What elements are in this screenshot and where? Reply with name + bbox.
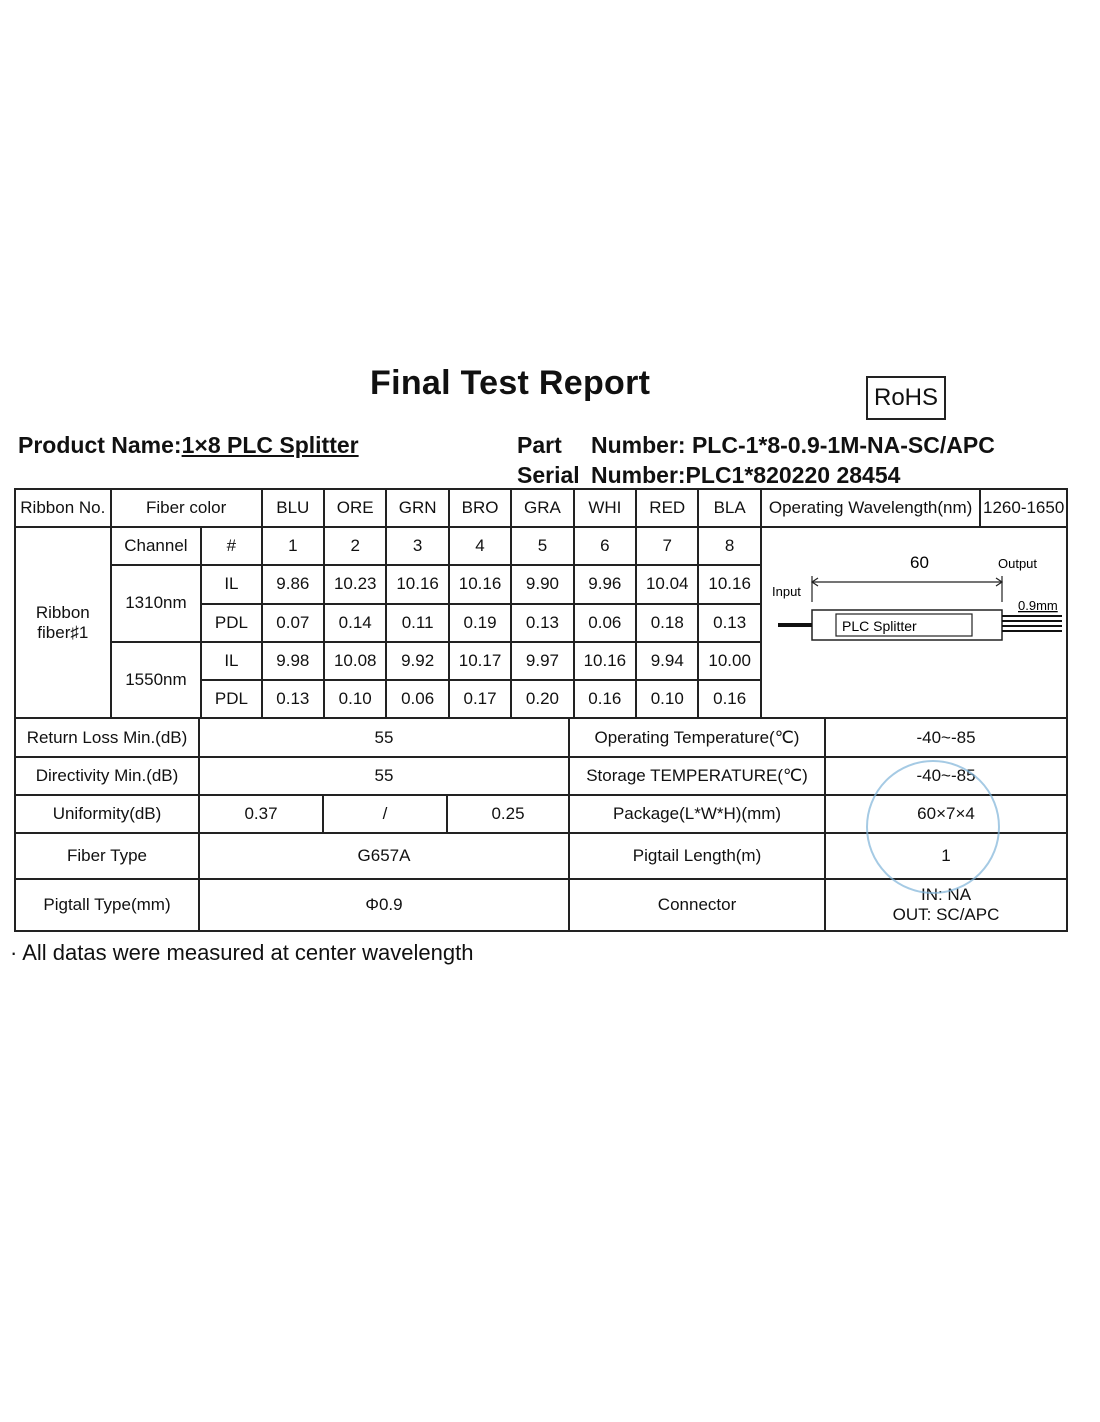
report-title: Final Test Report bbox=[370, 364, 651, 402]
wavelength-1550: 1550nm bbox=[111, 642, 202, 719]
uniformity-value-3: 0.25 bbox=[447, 795, 569, 833]
rohs-badge: RoHS bbox=[866, 376, 946, 420]
il-1550-cell: 10.08 bbox=[324, 642, 386, 681]
part-label: Part bbox=[517, 432, 562, 458]
fiber-text: fiber♯1 bbox=[37, 622, 89, 642]
il-1310-cell: 10.16 bbox=[698, 565, 760, 604]
pdl-label: PDL bbox=[201, 604, 261, 642]
color-cell: WHI bbox=[574, 489, 636, 527]
channel-cell: 1 bbox=[262, 527, 324, 565]
return-loss-label: Return Loss Min.(dB) bbox=[15, 718, 199, 757]
inspection-stamp bbox=[866, 760, 1000, 894]
pdl-1310-cell: 0.13 bbox=[698, 604, 760, 642]
footnote: · All datas were measured at center wavelength bbox=[10, 940, 474, 965]
channel-cell: 8 bbox=[698, 527, 760, 565]
uniformity-value-2: / bbox=[323, 795, 447, 833]
channel-cell: 2 bbox=[324, 527, 386, 565]
ribbon-fiber-label bbox=[15, 527, 111, 718]
pdl-1550-cell: 0.16 bbox=[574, 680, 636, 718]
output-label: Output bbox=[997, 556, 1037, 571]
color-cell: ORE bbox=[324, 489, 386, 527]
ribbon-text: Ribbon bbox=[35, 602, 90, 622]
color-cell: BLA bbox=[698, 489, 760, 527]
product-name bbox=[18, 432, 359, 459]
fiber-color-header: Fiber color bbox=[111, 489, 262, 527]
channel-cell: 6 bbox=[574, 527, 636, 565]
serial-value: Number:PLC1*820220 28454 bbox=[591, 462, 901, 488]
splitter-box-label: PLC Splitter bbox=[841, 618, 917, 634]
il-label: IL bbox=[201, 642, 261, 681]
pdl-1310-cell: 0.13 bbox=[511, 604, 573, 642]
il-1310-cell: 10.16 bbox=[386, 565, 448, 604]
package-label: Package(L*W*H)(mm) bbox=[569, 795, 825, 833]
channel-cell: 7 bbox=[636, 527, 698, 565]
storage-temp-value: -40~-85 bbox=[825, 757, 1067, 795]
table-row bbox=[15, 489, 1067, 527]
connector-in: IN: NA bbox=[920, 885, 972, 904]
uniformity-value-1: 0.37 bbox=[199, 795, 323, 833]
pdl-1310-cell: 0.19 bbox=[449, 604, 511, 642]
channel-cell: 3 bbox=[386, 527, 448, 565]
operating-temp-value: -40~-85 bbox=[825, 718, 1067, 757]
ribbon-no-header: Ribbon No. bbox=[15, 489, 111, 527]
part-number bbox=[517, 432, 995, 459]
operating-temp-label: Operating Temperature(℃) bbox=[569, 718, 825, 757]
hash-label: # bbox=[201, 527, 261, 565]
il-1550-cell: 10.17 bbox=[449, 642, 511, 681]
fiber-size-label: 0.9mm bbox=[1017, 598, 1058, 613]
il-1310-cell: 10.23 bbox=[324, 565, 386, 604]
wavelength-1310: 1310nm bbox=[111, 565, 202, 642]
pigtail-type-value: Φ0.9 bbox=[199, 879, 569, 931]
storage-temp-label: Storage TEMPERATURE(℃) bbox=[569, 757, 825, 795]
pdl-1310-cell: 0.18 bbox=[636, 604, 698, 642]
table-row bbox=[15, 718, 1067, 757]
channel-label: Channel bbox=[111, 527, 202, 565]
measurement-table bbox=[14, 488, 1068, 719]
uniformity-label: Uniformity(dB) bbox=[15, 795, 199, 833]
pdl-1550-cell: 0.16 bbox=[698, 680, 760, 718]
il-1550-cell: 10.00 bbox=[698, 642, 760, 681]
il-1310-cell: 10.16 bbox=[449, 565, 511, 604]
splitter-diagram-cell bbox=[761, 527, 1067, 718]
table-row bbox=[15, 527, 1067, 565]
pdl-1310-cell: 0.07 bbox=[262, 604, 324, 642]
pigtail-length-label: Pigtail Length(m) bbox=[569, 833, 825, 879]
color-cell: BLU bbox=[262, 489, 324, 527]
pdl-label: PDL bbox=[201, 680, 261, 718]
il-label: IL bbox=[201, 565, 261, 604]
part-value: Number: PLC-1*8-0.9-1M-NA-SC/APC bbox=[591, 432, 995, 458]
il-1310-cell: 9.90 bbox=[511, 565, 573, 604]
il-1550-cell: 9.94 bbox=[636, 642, 698, 681]
pdl-1550-cell: 0.10 bbox=[324, 680, 386, 718]
color-cell: GRA bbox=[511, 489, 573, 527]
il-1310-cell: 9.96 bbox=[574, 565, 636, 604]
operating-wavelength-value: 1260-1650 bbox=[980, 489, 1067, 527]
pdl-1310-cell: 0.06 bbox=[574, 604, 636, 642]
il-1550-cell: 9.92 bbox=[386, 642, 448, 681]
serial-number bbox=[517, 462, 900, 489]
product-name-label: Product Name: bbox=[18, 432, 182, 458]
channel-cell: 4 bbox=[449, 527, 511, 565]
directivity-label: Directivity Min.(dB) bbox=[15, 757, 199, 795]
pdl-1550-cell: 0.10 bbox=[636, 680, 698, 718]
pigtail-length-value: 1 bbox=[825, 833, 1067, 879]
il-1310-cell: 9.86 bbox=[262, 565, 324, 604]
connector-out: OUT: SC/APC bbox=[892, 905, 1000, 924]
color-cell: GRN bbox=[386, 489, 448, 527]
connector-label: Connector bbox=[569, 879, 825, 931]
pdl-1550-cell: 0.17 bbox=[449, 680, 511, 718]
input-label: Input bbox=[771, 584, 801, 599]
il-1550-cell: 9.98 bbox=[262, 642, 324, 681]
pdl-1310-cell: 0.14 bbox=[324, 604, 386, 642]
pigtail-type-label: Pigtall Type(mm) bbox=[15, 879, 199, 931]
fiber-type-label: Fiber Type bbox=[15, 833, 199, 879]
return-loss-value: 55 bbox=[199, 718, 569, 757]
splitter-diagram bbox=[762, 528, 1066, 718]
color-cell: BRO bbox=[449, 489, 511, 527]
product-name-value: 1×8 PLC Splitter bbox=[181, 432, 359, 458]
channel-cell: 5 bbox=[511, 527, 573, 565]
pdl-1550-cell: 0.20 bbox=[511, 680, 573, 718]
directivity-value: 55 bbox=[199, 757, 569, 795]
color-cell: RED bbox=[636, 489, 698, 527]
pdl-1550-cell: 0.13 bbox=[262, 680, 324, 718]
length-label: 60 bbox=[909, 553, 929, 572]
package-value: 60×7×4 bbox=[825, 795, 1067, 833]
fiber-type-value: G657A bbox=[199, 833, 569, 879]
il-1550-cell: 9.97 bbox=[511, 642, 573, 681]
il-1310-cell: 10.04 bbox=[636, 565, 698, 604]
serial-label: Serial bbox=[517, 462, 580, 488]
pdl-1310-cell: 0.11 bbox=[386, 604, 448, 642]
operating-wavelength-label: Operating Wavelength(nm) bbox=[761, 489, 980, 527]
pdl-1550-cell: 0.06 bbox=[386, 680, 448, 718]
il-1550-cell: 10.16 bbox=[574, 642, 636, 681]
